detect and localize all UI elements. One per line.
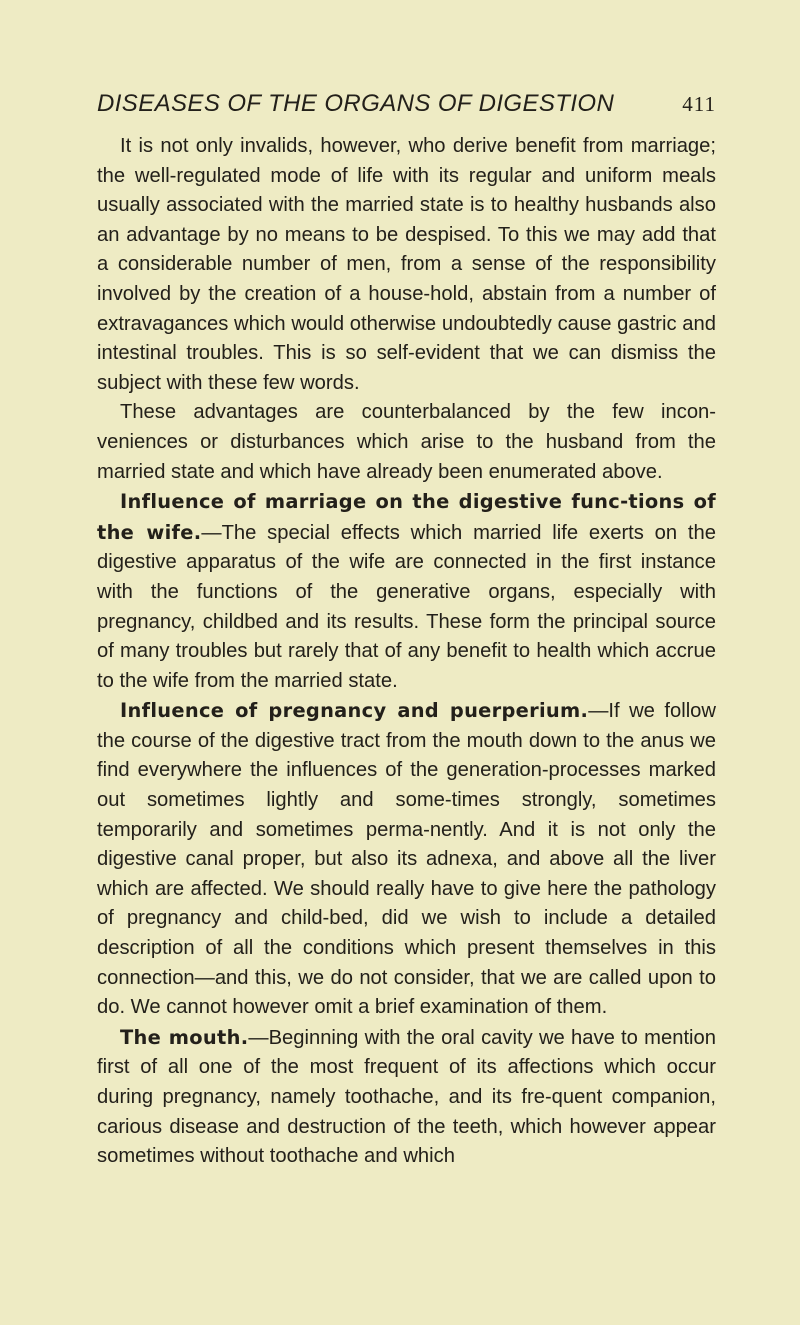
section-heading-mouth: The mouth. [120,1025,249,1049]
paragraph-text: It is not only invalids, however, who derive benefit from marriage; the well-regulated mode of life with its regular and uniform meals usually associated with the married state is to healthy husbands also an advantage by no means to be despised. To this we may add that a considerable number of men, from a sense of the responsibility involved by the creation of a house-hold, abstain from a number of extravagances which would otherwise undoubtedly cause gastric and intestinal troubles. This is so self-evident that we can dismiss the subject with these few words. [97,135,716,394]
paragraph-text: —Beginning with the oral cavity we have to mention first of all one of the most frequent of its affections which occur during pregnancy, namely toothache, and its fre-quent companion, carious disease and destruction of the teeth, which however appear sometimes without toothache and which [97,1026,716,1168]
section-heading-pregnancy: Influence of pregnancy and puerperium. [120,699,589,723]
paragraph-counterbalance [97,398,716,487]
paragraph-influence-wife [97,487,716,696]
paragraph-text: —If we follow the course of the digestive tract from the mouth down to the anus we find everywhere the influences of the generation-processes marked out sometimes lightly and some-times strongly, sometimes temporarily and sometimes perma-nently. And it is not only the digestive canal proper, but also its adnexa, and above all the liver which are affected. We should really have to give here the pathology of pregnancy and child-bed, did we wish to include a detailed description of all the conditions which present themselves in this connection—and this, we do not consider, that we are called upon to do. We cannot however omit a brief examination of them. [97,700,716,1019]
running-head [97,90,716,128]
paragraph-text: These advantages are counterbalanced by the few incon-veniences or disturbances which arise to the husband from the married state and which have already been enumerated above. [97,401,716,483]
paragraph-pregnancy [97,696,716,1023]
body-text [97,132,716,1172]
paragraph-text: —The special effects which married life exerts on the digestive apparatus of the wife are connected in the first instance with the functions of the generative organs, especially with pregnancy, childbed and its results. These form the principal source of many troubles but rarely that of any benefit to health which accrue to the wife from the married state. [97,521,716,692]
paragraph-marriage-benefits [97,132,716,398]
section-heading-influence-wife: Influence of marriage on the digestive func-tions of the wife. [97,490,716,544]
paragraph-mouth [97,1023,716,1172]
running-title: DISEASES OF THE ORGANS OF DIGESTION [97,90,615,117]
page-number: 411 [682,92,716,116]
